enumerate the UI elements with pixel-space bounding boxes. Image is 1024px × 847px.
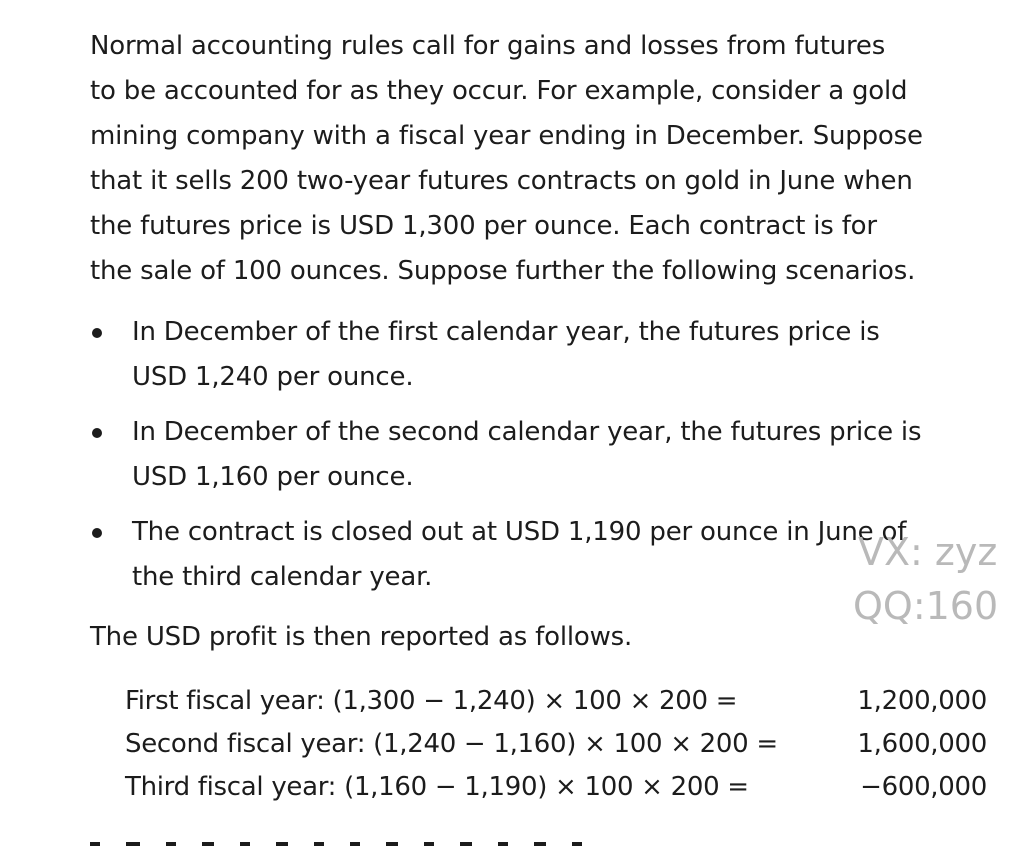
paragraph-line: that it sells 200 two-year futures contracts on gold in June when xyxy=(90,166,913,196)
scenario-line: USD 1,160 per ounce. xyxy=(132,462,414,492)
bullet-icon xyxy=(92,528,102,538)
paragraph-line: mining company with a fiscal year ending in December. Suppose xyxy=(90,121,923,151)
calculation-value: −600,000 xyxy=(860,772,987,802)
scenario-line: In December of the second calendar year, the futures price is xyxy=(132,417,922,447)
profit-calculation-table xyxy=(125,680,995,809)
profit-intro: The USD profit is then reported as follows. xyxy=(90,622,633,652)
paragraph-line: to be accounted for as they occur. For example, consider a gold xyxy=(90,76,908,106)
watermark-text: VX: zyz xyxy=(858,530,998,574)
calculation-expression: Second fiscal year: (1,240 − 1,160) × 100 × 200 = xyxy=(125,729,778,759)
bullet-icon xyxy=(92,328,102,338)
paragraph-line: the futures price is USD 1,300 per ounce. Each contract is for xyxy=(90,211,877,241)
scenario-item xyxy=(90,410,1000,500)
calculation-row xyxy=(125,766,995,809)
scenario-list xyxy=(90,310,1000,610)
paragraph-line: Normal accounting rules call for gains and losses from futures xyxy=(90,31,886,61)
scenario-item xyxy=(90,310,1000,400)
calculation-value: 1,600,000 xyxy=(857,729,987,759)
scenario-line: the third calendar year. xyxy=(132,562,433,592)
calculation-expression: First fiscal year: (1,300 − 1,240) × 100 × 200 = xyxy=(125,686,738,716)
scenario-line: The contract is closed out at USD 1,190 per ounce in June of xyxy=(132,517,907,547)
watermark-text: QQ:160 xyxy=(853,584,999,628)
paragraph-line: the sale of 100 ounces. Suppose further the following scenarios. xyxy=(90,256,916,286)
calculation-row xyxy=(125,723,995,766)
scenario-item xyxy=(90,510,1000,600)
intro-paragraph xyxy=(90,24,1000,294)
bullet-icon xyxy=(92,428,102,438)
scenario-line: USD 1,240 per ounce. xyxy=(132,362,414,392)
scenario-line: In December of the first calendar year, the futures price is xyxy=(132,317,880,347)
calculation-row xyxy=(125,680,995,723)
calculation-value: 1,200,000 xyxy=(857,686,987,716)
cut-off-text-line xyxy=(90,836,990,847)
calculation-expression: Third fiscal year: (1,160 − 1,190) × 100 × 200 = xyxy=(125,772,749,802)
